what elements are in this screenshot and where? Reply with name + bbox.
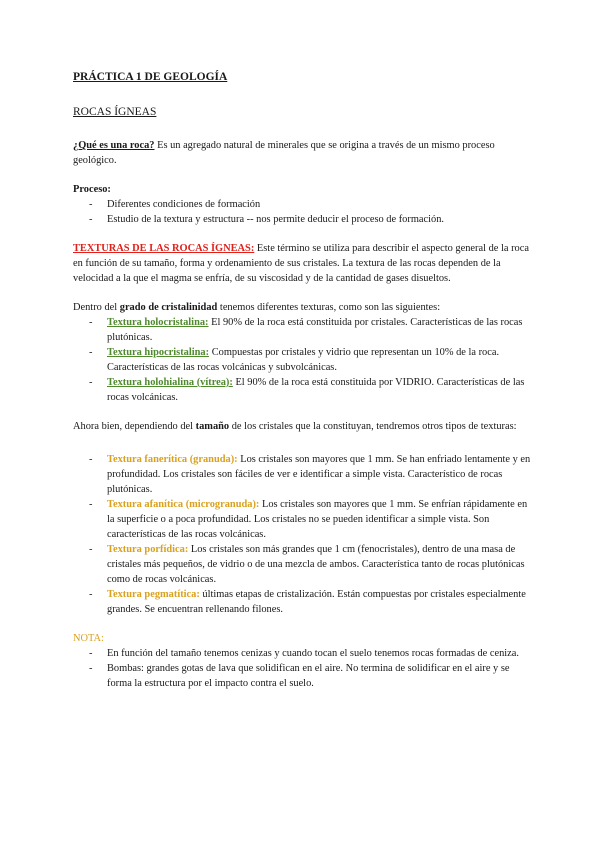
document-page	[73, 64, 533, 691]
cristalinidad-list	[73, 315, 533, 405]
texture-description: Los cristales son mayores que 1 mm. Se han enfriado lentamente y en profundidad. Los cristales son fáciles de ver e identificar a simple vista. Característico de rocas plutónicas.	[107, 454, 531, 495]
texture-description: Los cristales son mayores que 1 mm. Se enfrían rápidamente en la superficie o a poca profundidad. Los cristales no se pueden identificar a simple vista. Son características de las rocas volcánicas.	[107, 499, 528, 540]
texture-term: Textura hipocristalina:	[107, 347, 210, 358]
texturas-heading: TEXTURAS DE LAS ROCAS ÍGNEAS:	[73, 243, 255, 254]
list-item	[73, 212, 533, 227]
tamano-intro	[73, 419, 533, 434]
intro-bold: tamaño	[195, 421, 230, 432]
list-item-text: Bombas: grandes gotas de lava que solidifican en el aire. No termina de solidificar en el aire y se forma la estructura por el impacto contra el suelo.	[107, 663, 510, 689]
texture-term: Textura fanerítica (granuda):	[107, 454, 238, 465]
definition-paragraph	[73, 138, 533, 168]
texturas-text: Este término se utiliza para describir el aspecto general de la roca en función de su tamaño, forma y ordenamiento de sus cristales. La textura de las rocas dependen de la velocidad a la que el magma se enfría, de su viscosidad y de la cantidad de gases disueltos.	[73, 243, 529, 284]
texture-term: Textura holocristalina:	[107, 317, 209, 328]
texture-term: Textura porfídica:	[107, 544, 189, 555]
list-item	[73, 197, 533, 212]
bullet-dash: -	[89, 663, 93, 674]
cristalinidad-intro	[73, 300, 533, 315]
texturas-paragraph	[73, 241, 533, 286]
list-item	[73, 587, 533, 617]
definition-text: Es un agregado natural de minerales que se origina a través de un mismo proceso geológico.	[73, 140, 495, 166]
intro-text: tenemos diferentes texturas, como son las siguientes:	[217, 302, 441, 313]
list-item	[73, 661, 533, 691]
texture-description: Los cristales son más grandes que 1 cm (fenocristales), dentro de una masa de cristales más pequeños, de vidrio o de una mezcla de ambos. Característica tanto de rocas plutónicas como de rocas volcánicas.	[107, 544, 525, 585]
list-item	[73, 646, 533, 661]
texture-description: Compuestas por cristales y vidrio que representan un 10% de la roca. Características de las rocas volcánicas y subvolcánicas.	[107, 347, 500, 373]
list-item-text: Estudio de la textura y estructura -- nos permite deducir el proceso de formación.	[107, 214, 444, 225]
intro-text: Ahora bien, dependiendo del	[73, 421, 196, 432]
list-item	[73, 315, 533, 345]
bullet-dash: -	[89, 499, 93, 510]
bullet-dash: -	[89, 648, 93, 659]
list-item-text: En función del tamaño tenemos cenizas y cuando tocan el suelo tenemos rocas formadas de ceniza.	[107, 648, 520, 659]
list-item	[73, 375, 533, 405]
list-item-text: Diferentes condiciones de formación	[107, 199, 261, 210]
list-item	[73, 452, 533, 497]
bullet-dash: -	[89, 454, 93, 465]
definition-term: ¿Qué es una roca?	[73, 140, 155, 151]
document-title: PRÁCTICA 1 DE GEOLOGÍA	[73, 71, 228, 83]
texture-description: últimas etapas de cristalización. Están compuestas por cristales especialmente grandes. Se encuentran rellenando filones.	[107, 589, 526, 615]
bullet-dash: -	[89, 544, 93, 555]
list-item	[73, 345, 533, 375]
proceso-label: Proceso:	[73, 184, 111, 195]
texture-term: Textura afanítica (microgranuda):	[107, 499, 260, 510]
nota-label: NOTA:	[73, 633, 104, 644]
texture-term: Textura pegmatítica:	[107, 589, 200, 600]
proceso-list	[73, 197, 533, 227]
nota-list	[73, 646, 533, 691]
list-item	[73, 497, 533, 542]
intro-text: de los cristales que la constituyan, tendremos otros tipos de texturas:	[229, 421, 517, 432]
intro-text: Dentro del	[73, 302, 120, 313]
texture-description: El 90% de la roca está constituida por VIDRIO. Características de las rocas volcánicas.	[107, 377, 525, 403]
bullet-dash: -	[89, 199, 93, 210]
bullet-dash: -	[89, 347, 93, 358]
bullet-dash: -	[89, 317, 93, 328]
texture-description: El 90% de la roca está constituida por cristales. Características de las rocas plutónicas.	[107, 317, 523, 343]
list-item	[73, 542, 533, 587]
tamano-list	[73, 452, 533, 617]
bullet-dash: -	[89, 214, 93, 225]
section-title: ROCAS ÍGNEAS	[73, 106, 157, 118]
bullet-dash: -	[89, 589, 93, 600]
intro-bold: grado de cristalinidad	[119, 302, 218, 313]
texture-term: Textura holohialina (vítrea):	[107, 377, 233, 388]
bullet-dash: -	[89, 377, 93, 388]
